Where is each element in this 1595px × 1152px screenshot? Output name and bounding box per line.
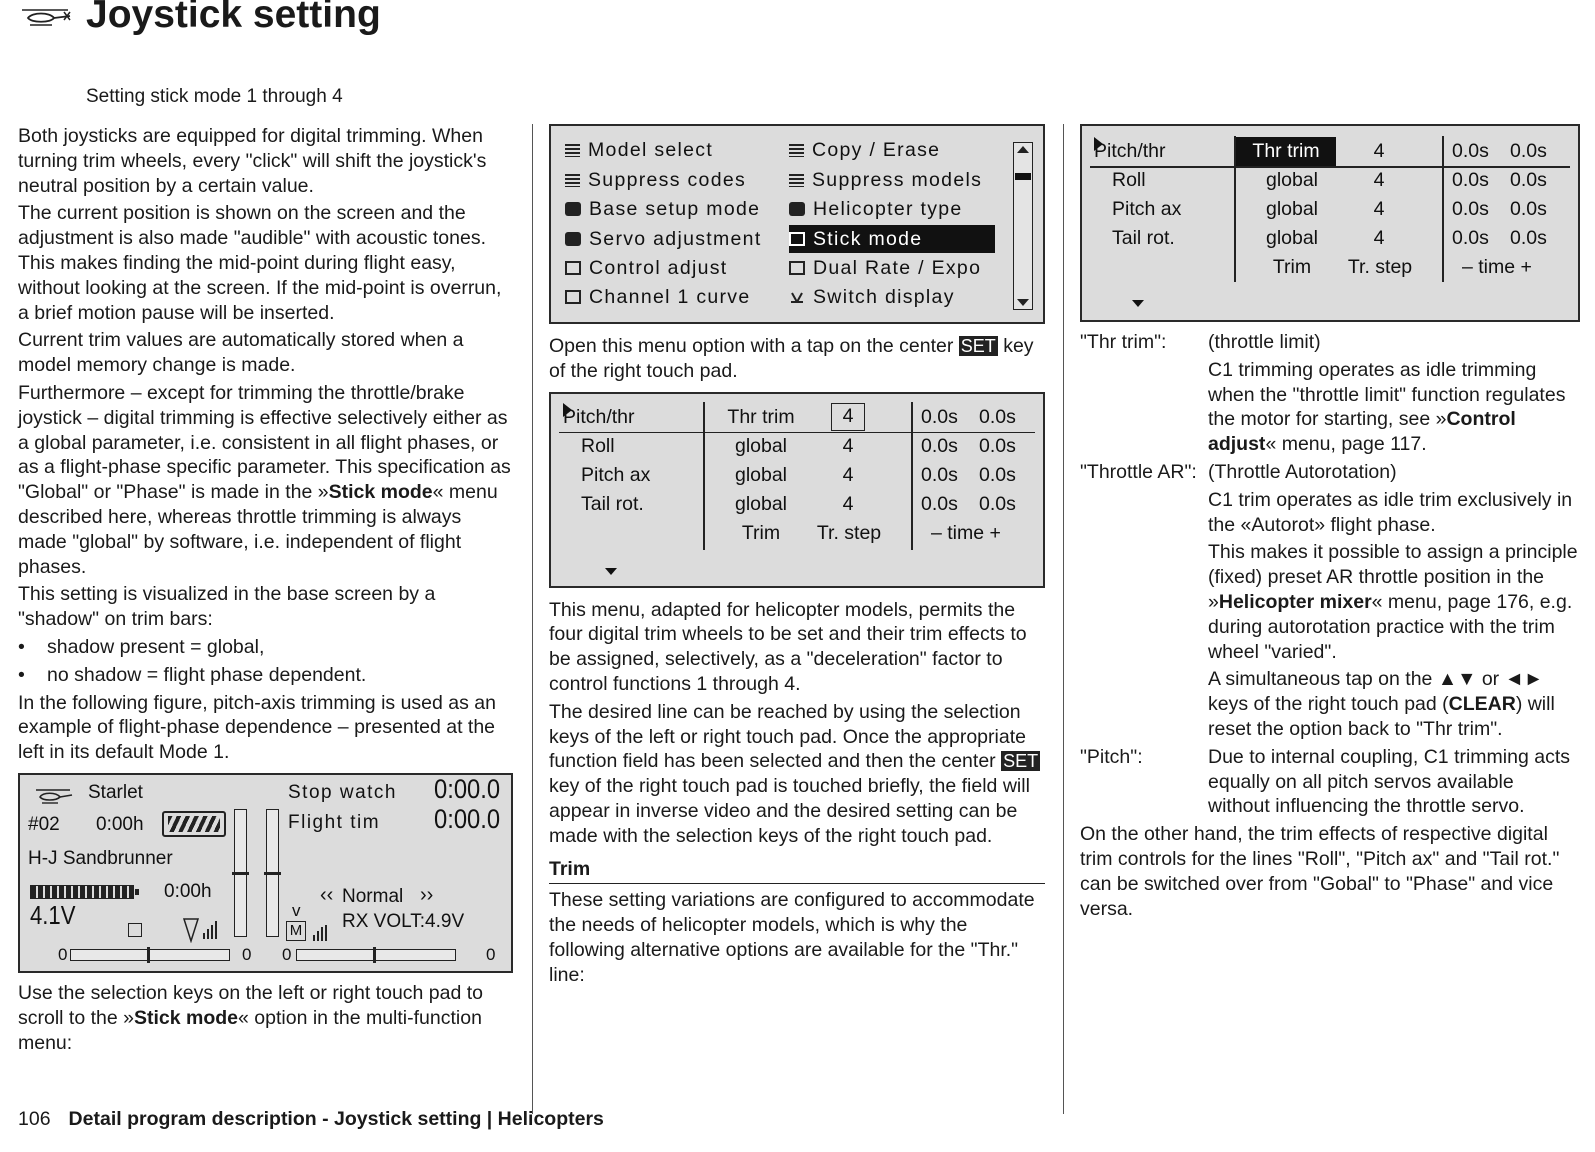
paragraph: Both joysticks are equipped for digital trimming. When turning trim wheels, every "click" will shift the joystick's neutral position by a certain value. (18, 125, 487, 197)
menu-item-suppress-codes[interactable]: Suppress codes (565, 166, 746, 194)
trim-bar-right-horizontal (296, 949, 456, 961)
definition-item: "Pitch": Due to internal coupling, C1 trimming acts equally on all pitch servos available without influencing the throttle servo. (1080, 745, 1570, 818)
trim-zero-label: 0 (58, 944, 68, 964)
table-footer: Trim Tr. step – time + (741, 521, 1001, 544)
table-row[interactable]: Pitch/thr Thr trim 4 0.0s 0.0s (1090, 137, 1570, 166)
table-row[interactable]: Tail rot. global 4 0.0s 0.0s (1112, 227, 1547, 249)
setup-icon (565, 232, 581, 246)
table-row[interactable]: Tail rot. global 4 0.0s 0.0s (581, 492, 1016, 515)
paragraph: The current position is shown on the screen and the adjustment is also made "audible" with acoustic tones. This makes finding the mid-point during flight easy, without looking at the screen. If the mid-point is overrun, a brief motion pause will be inserted. (18, 202, 502, 324)
paragraph: This makes it possible to assign a principle (fixed) preset AR throttle position in the »Helicopter mixer« menu, page 176, e.g. during autorotation practice with the trim wheel "varied". (1208, 541, 1578, 663)
helicopter-icon (20, 6, 72, 28)
model-time: 0:00h (96, 813, 144, 835)
footer-title: Detail program description - Joystick setting | Helicopters (68, 1108, 604, 1130)
stopwatch-value: 0:00.0 (434, 773, 501, 804)
paragraph: Open this menu option with a tap on the center SET key of the right touch pad. (549, 335, 1034, 382)
menu-item-helicopter-type[interactable]: Helicopter type (789, 195, 963, 223)
definition-item: "Thr trim": (throttle limit) (1080, 331, 1321, 353)
switch-icon (789, 290, 805, 304)
menu-item-copy-erase[interactable]: Copy / Erase (789, 136, 940, 164)
trim-zero-label: 0 (486, 944, 496, 964)
scroll-up-icon[interactable] (1017, 146, 1029, 153)
paragraph: In the following figure, pitch-axis trimming is used as an example of flight-phase dependence – presented at the left in its default Mode 1. (18, 691, 496, 764)
flight-phase: Normal (342, 885, 404, 907)
paragraph: C1 trimming operates as idle trimming when the "throttle limit" function regulates the motor for starting, see »Control adjust« menu, page 117. (1208, 358, 1566, 456)
flight-timer-label: Flight tim (288, 811, 381, 833)
chevron-left-icon: ‹‹ (320, 883, 334, 906)
table-row[interactable]: Pitch ax global 4 0.0s 0.0s (1112, 198, 1547, 220)
menu-item-dual-rate-expo[interactable]: Dual Rate / Expo (789, 254, 981, 282)
setup-icon (565, 202, 581, 216)
trim-mode-cell[interactable]: Thr trim (727, 405, 795, 428)
receiver-voltage: RX VOLT:4.9V (342, 910, 465, 932)
page-number: 106 (18, 1108, 51, 1130)
battery-bar (30, 885, 134, 899)
menu-item-switch-display[interactable]: Switch display (789, 283, 955, 311)
section-heading: Trim (549, 857, 1045, 885)
table-row[interactable]: Roll global 4 0.0s 0.0s (581, 434, 1016, 457)
column-divider (1063, 124, 1064, 1114)
table-row[interactable]: Pitch ax global 4 0.0s 0.0s (581, 463, 1016, 486)
page-title: Joystick setting (86, 0, 381, 36)
paragraph: C1 trim operates as idle trim exclusively in the «Autorot» flight phase. (1208, 488, 1573, 536)
list-icon (789, 144, 804, 157)
owner-name: H-J Sandbrunner (28, 847, 173, 869)
helicopter-icon (34, 787, 74, 805)
paragraph: The desired line can be reached by using the selection keys of the left or right touch pad. Once the appropriate function field has been selected and then the center SET key of the right touch pad is touched briefly, the field will appear in inverse video and the desired setting can be made with the selection keys of the right touch pad. (549, 700, 1039, 847)
list-item: • no shadow = flight phase dependent. (18, 663, 367, 686)
trim-bar-left-horizontal (70, 949, 230, 961)
run-time: 0:00h (164, 880, 212, 902)
stick-mode-screen (549, 392, 1045, 588)
set-key-label: SET (960, 336, 996, 356)
scroll-down-icon[interactable] (1017, 299, 1029, 306)
trim-zero-label: 0 (282, 944, 292, 964)
menu-scrollbar[interactable] (1013, 142, 1033, 310)
definition-item: "Throttle AR": (Throttle Autorotation) (1080, 460, 1397, 483)
column-divider (532, 124, 533, 1114)
model-name: Starlet (88, 781, 143, 803)
menu-item-channel-1-curve[interactable]: Channel 1 curve (565, 283, 751, 311)
paragraph: This menu, adapted for helicopter models, permits the four digital trim wheels to be set and their trim effects to be assigned, selectively, as a "deceleration" factor to control functions 1 through 4. (549, 598, 1027, 695)
menu-item-stick-mode[interactable]: Stick mode (789, 225, 995, 253)
antenna-signal-icon (182, 915, 222, 943)
page-footer (18, 1108, 604, 1131)
table-row[interactable]: Roll global 4 0.0s 0.0s (1112, 169, 1547, 191)
page-subtitle: Setting stick mode 1 through 4 (86, 86, 343, 107)
table-row[interactable]: Pitch/thr Thr trim 4 0.0s 0.0s (559, 403, 1035, 432)
box-icon (565, 290, 581, 304)
trim-zero-label: 0 (242, 944, 252, 964)
list-item: • shadow present = global, (18, 635, 265, 658)
scrollbar-thumb[interactable] (1015, 173, 1031, 180)
list-icon (565, 144, 580, 157)
scroll-down-icon[interactable] (605, 568, 617, 575)
trim-bar-left-vertical (234, 809, 247, 937)
menu-item-control-adjust[interactable]: Control adjust (565, 254, 728, 282)
menu-item-servo-adjustment[interactable]: Servo adjustment (565, 225, 762, 253)
status-screen (18, 773, 513, 973)
table-footer: Trim Tr. step – time + (1272, 256, 1532, 278)
menu-item-base-setup-mode[interactable]: Base setup mode (565, 195, 760, 223)
paragraph: These setting variations are configured to accommodate the needs of helicopter models, which is why the following alternative options are available for the "Thr." line: (549, 889, 1035, 986)
setup-icon (789, 202, 805, 216)
box-icon (789, 232, 805, 246)
model-memory-icon (128, 923, 142, 937)
paragraph: A simultaneous tap on the ▲▼ or ◄► keys of the right touch pad (CLEAR) will reset the option back to "Thr trim". (1208, 668, 1555, 740)
multifunction-menu-screen (549, 124, 1045, 324)
paragraph: Use the selection keys on the left or right touch pad to scroll to the »Stick mode« option in the multi-function menu: (18, 981, 484, 1054)
menu-item-suppress-models[interactable]: Suppress models (789, 166, 982, 194)
trim-mode-cell-selected[interactable]: Thr trim (1236, 137, 1336, 166)
box-icon (789, 261, 805, 275)
paragraph: Furthermore – except for trimming the throttle/brake joystick – digital trimming is effective selectively either as a global parameter, i.e. consistent in all flight phases, or as a flight-phase specific parameter. This specification as "Global" or "Phase" is made in the »Stick mode« menu described here, whereas throttle trimming is always made "global" by software, i.e. independent of flight phases. (18, 381, 511, 578)
list-icon (789, 174, 804, 187)
column-left (18, 124, 513, 1058)
transmitter-voltage: 4.1V (30, 899, 76, 930)
flight-timer-value: 0:00.0 (434, 803, 501, 834)
paragraph: On the other hand, the trim effects of respective digital trim controls for the lines "Roll", "Pitch ax" and "Tail rot." can be switched over from "Gobal" to "Phase" and vice versa. (1080, 823, 1560, 920)
model-type-badge: M (286, 921, 306, 941)
stick-mode-screen-inverse (1080, 124, 1580, 322)
column-middle (549, 124, 1045, 991)
receiver-voltage-label: v (292, 900, 301, 920)
paragraph: This setting is visualized in the base screen by a "shadow" on trim bars: (18, 583, 436, 631)
hott-logo (162, 811, 226, 837)
list-icon (565, 174, 580, 187)
scroll-down-icon[interactable] (1132, 300, 1144, 307)
receiver-signal-icon (310, 923, 336, 943)
column-right (1080, 124, 1580, 924)
set-key-label: SET (1003, 751, 1039, 772)
trim-step-cell[interactable]: 4 (831, 403, 865, 431)
trim-bar-right-vertical (266, 809, 279, 937)
menu-item-model-select[interactable]: Model select (565, 136, 713, 164)
box-icon (565, 261, 581, 275)
chevron-right-icon: ›› (420, 883, 434, 906)
model-number: #02 (28, 813, 60, 835)
paragraph: Current trim values are automatically stored when a model memory change is made. (18, 329, 464, 377)
stopwatch-label: Stop watch (288, 781, 397, 803)
